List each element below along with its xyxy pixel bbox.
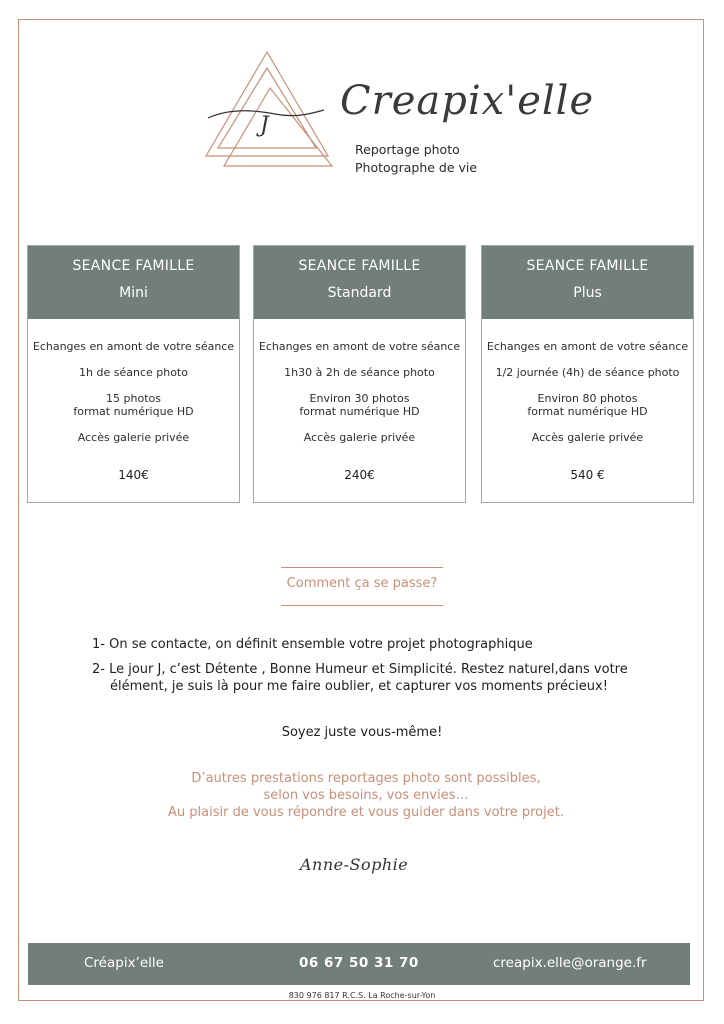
pricing-card-standard xyxy=(253,245,466,503)
be-yourself-text: Soyez juste vous-même! xyxy=(281,725,443,740)
card-line: 1/2 journée (4h) de séance photo xyxy=(495,366,680,379)
card-subtitle: Plus xyxy=(573,285,602,301)
card-subtitle: Mini xyxy=(119,285,148,301)
footer-phone-link[interactable]: 06 67 50 31 70 xyxy=(299,955,419,971)
closing-line: Au plaisir de vous répondre et vous guider dans votre projet. xyxy=(168,805,564,820)
closing-paragraph xyxy=(0,770,724,821)
step-2: 2- Le jour J, c’est Détente , Bonne Humeur et Simplicité. Restez naturel,dans votre xyxy=(92,662,628,677)
card-line: format numérique HD xyxy=(299,405,420,418)
closing-line: D’autres prestations reportages photo sont possibles, xyxy=(191,771,541,786)
triangle-logo-icon xyxy=(200,48,340,173)
card-line: format numérique HD xyxy=(73,405,194,418)
card-line: Accès galerie privée xyxy=(303,431,416,444)
card-header xyxy=(254,246,465,319)
card-line: Echanges en amont de votre séance xyxy=(32,340,235,353)
card-price: 140€ xyxy=(118,468,149,482)
card-line: Environ 30 photos xyxy=(309,392,410,405)
closing-line: selon vos besoins, vos envies… xyxy=(263,788,469,803)
card-title: SEANCE FAMILLE xyxy=(298,258,421,274)
section-heading-how: Comment ça se passe? xyxy=(286,576,438,591)
tagline-reportage: Reportage photo xyxy=(355,142,460,157)
steps-list xyxy=(92,636,652,695)
card-line: Echanges en amont de votre séance xyxy=(258,340,461,353)
card-body xyxy=(254,319,465,482)
divider-top xyxy=(281,567,443,568)
card-line: 1h de séance photo xyxy=(79,366,188,379)
card-body xyxy=(482,319,693,482)
brand-name: Creapix'elle xyxy=(340,78,595,124)
card-header xyxy=(28,246,239,319)
card-line: Accès galerie privée xyxy=(77,431,190,444)
card-line: Environ 80 photos xyxy=(537,392,638,405)
footer-email-link[interactable]: creapix.elle@orange.fr xyxy=(493,955,647,971)
legal-registration: 830 976 817 R.C.S. La Roche-sur-Yon xyxy=(288,991,436,1000)
card-price: 240€ xyxy=(344,468,375,482)
card-subtitle: Standard xyxy=(327,285,392,301)
tagline-photographe: Photographe de vie xyxy=(355,160,478,175)
card-price: 540 € xyxy=(570,468,605,482)
step-1: 1- On se contacte, on définit ensemble votre projet photographique xyxy=(92,637,533,652)
divider-bottom xyxy=(281,605,443,606)
card-title: SEANCE FAMILLE xyxy=(526,258,649,274)
card-title: SEANCE FAMILLE xyxy=(72,258,195,274)
card-line: 15 photos xyxy=(106,392,161,405)
pricing-card-plus xyxy=(481,245,694,503)
contact-footer xyxy=(28,943,690,985)
signature: Anne-Sophie xyxy=(300,855,409,874)
monogram-letter: J xyxy=(260,113,269,138)
pricing-card-mini xyxy=(27,245,240,503)
card-header xyxy=(482,246,693,319)
card-line: 1h30 à 2h de séance photo xyxy=(284,366,435,379)
footer-company-name: Créapix’elle xyxy=(84,955,164,971)
card-line: Echanges en amont de votre séance xyxy=(486,340,689,353)
step-2-continued: élément, je suis là pour me faire oublier, et capturer vos moments précieux! xyxy=(110,679,608,694)
card-line: Accès galerie privée xyxy=(531,431,644,444)
card-body xyxy=(28,319,239,482)
card-line: format numérique HD xyxy=(527,405,648,418)
